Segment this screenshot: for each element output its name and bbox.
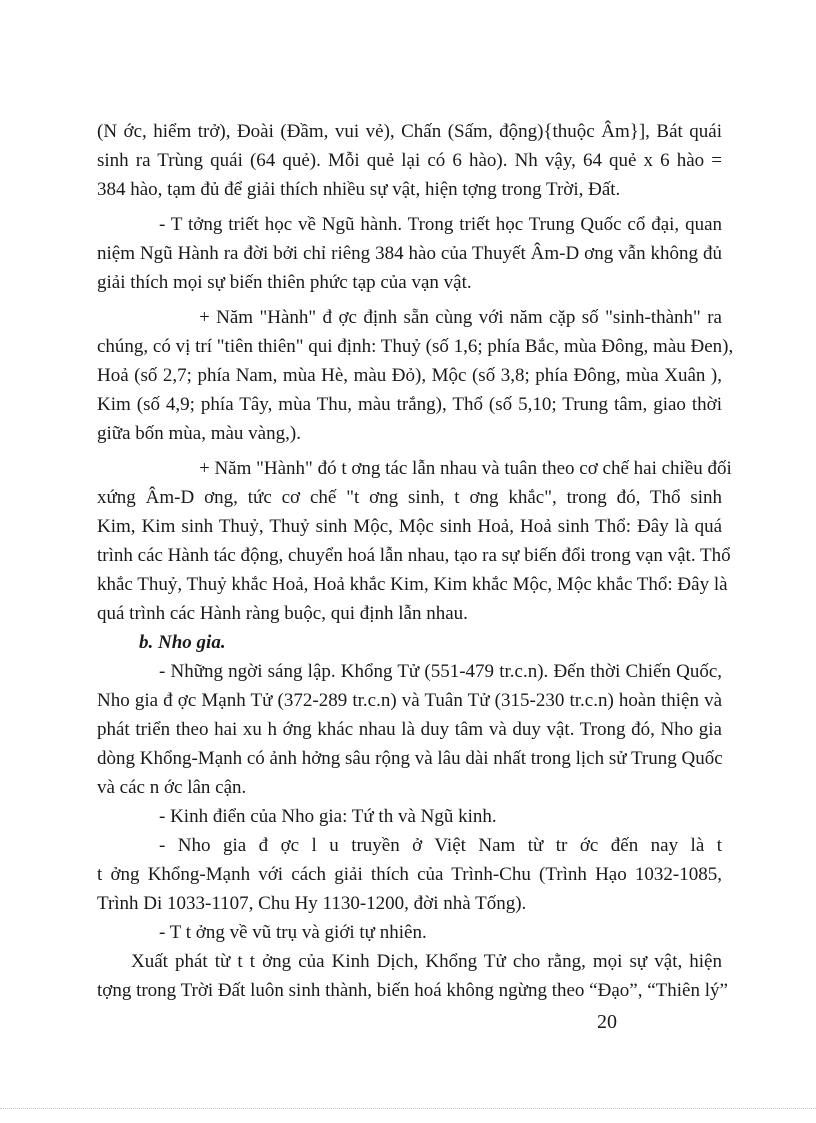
text-line: và các n ớc lân cận.	[97, 777, 247, 798]
text-line: chúng, có vị trí "tiên thiên" qui định: Thuỷ (số 1,6; phía Bắc, mùa Đông, màu Đen),	[97, 336, 734, 357]
text-line: trình các Hành tác động, chuyển hoá lẫn nhau, tạo ra sự biến đổi trong vạn vật. Thổ	[97, 545, 731, 566]
text-line: - Nho gia đ ợc l u truyền ở Việt Nam từ tr ớc đến nay là t	[159, 835, 722, 856]
text-line: Trình Di 1033-1107, Chu Hy 1130-1200, đời nhà Tống).	[97, 893, 527, 914]
text-line: sinh ra Trùng quái (64 quẻ). Mỗi quẻ lại có 6 hào). Nh vậy, 64 quẻ x 6 hào =	[97, 150, 722, 171]
text-line: t ởng Khổng-Mạnh với cách giải thích của Trình-Chu (Trình Hạo 1032-1085,	[97, 864, 722, 885]
text-line: Nho gia đ ợc Mạnh Tử (372-289 tr.c.n) và Tuân Tử (315-230 tr.c.n) hoàn thiện và	[97, 690, 722, 711]
page-number: 20	[597, 1011, 617, 1033]
text-line: Kim, Kim sinh Thuỷ, Thuỷ sinh Mộc, Mộc sinh Hoả, Hoả sinh Thổ: Đây là quá	[97, 516, 722, 537]
text-line: - T tởng triết học về Ngũ hành. Trong triết học Trung Quốc cổ đại, quan	[159, 214, 722, 235]
text-line: xứng Âm-D ơng, tức cơ chế "t ơng sinh, t ơng khắc", trong đó, Thổ sinh	[97, 487, 722, 508]
text-line: Hoả (số 2,7; phía Nam, mùa Hè, màu Đỏ), Mộc (số 3,8; phía Đông, mùa Xuân ),	[97, 365, 722, 386]
text-line: 384 hào, tạm đủ để giải thích nhiều sự vật, hiện tợng trong Trời, Đất.	[97, 179, 621, 200]
text-line: - Kinh điển của Nho gia: Tứ th và Ngũ kinh.	[159, 806, 497, 827]
text-line: phát triển theo hai xu h ớng khác nhau là duy tâm và duy vật. Trong đó, Nho gia	[97, 719, 722, 740]
page-bottom-divider	[0, 1108, 816, 1109]
section-heading: b. Nho gia.	[139, 632, 226, 653]
text-line: + Năm "Hành" đó t ơng tác lẫn nhau và tuân theo cơ chế hai chiều đối	[199, 458, 732, 479]
text-line: - T t ởng về vũ trụ và giới tự nhiên.	[159, 922, 427, 943]
text-line: khắc Thuỷ, Thuỷ khắc Hoả, Hoả khắc Kim, Kim khắc Mộc, Mộc khắc Thổ: Đây là	[97, 574, 728, 595]
text-line: giữa bốn mùa, màu vàng,).	[97, 423, 301, 444]
text-line: + Năm "Hành" đ ợc định sẵn cùng với năm cặp số "sinh-thành" ra	[199, 307, 722, 328]
text-line: tợng trong Trời Đất luôn sinh thành, biến hoá không ngừng theo “Đạo”, “Thiên lý”	[97, 980, 728, 1001]
text-line: Xuất phát từ t t ởng của Kinh Dịch, Khổng Tử cho rằng, mọi sự vật, hiện	[131, 951, 722, 972]
text-line: (N ớc, hiểm trở), Đoài (Đầm, vui vẻ), Chấn (Sấm, động){thuộc Âm}], Bát quái	[97, 121, 722, 142]
text-line: Kim (số 4,9; phía Tây, mùa Thu, màu trắng), Thổ (số 5,10; Trung tâm, giao thời	[97, 394, 722, 415]
text-line: - Những ngời sáng lập. Khổng Tử (551-479 tr.c.n). Đến thời Chiến Quốc,	[159, 661, 722, 682]
text-line: giải thích mọi sự biến thiên phức tạp của vạn vật.	[97, 272, 472, 293]
text-line: quá trình các Hành ràng buộc, qui định lẫn nhau.	[97, 603, 468, 624]
text-line: dòng Khổng-Mạnh có ảnh hởng sâu rộng và lâu dài nhất trong lịch sử Trung Quốc	[97, 748, 723, 769]
text-line: niệm Ngũ Hành ra đời bởi chỉ riêng 384 hào của Thuyết Âm-D ơng vẫn không đủ	[97, 243, 722, 264]
